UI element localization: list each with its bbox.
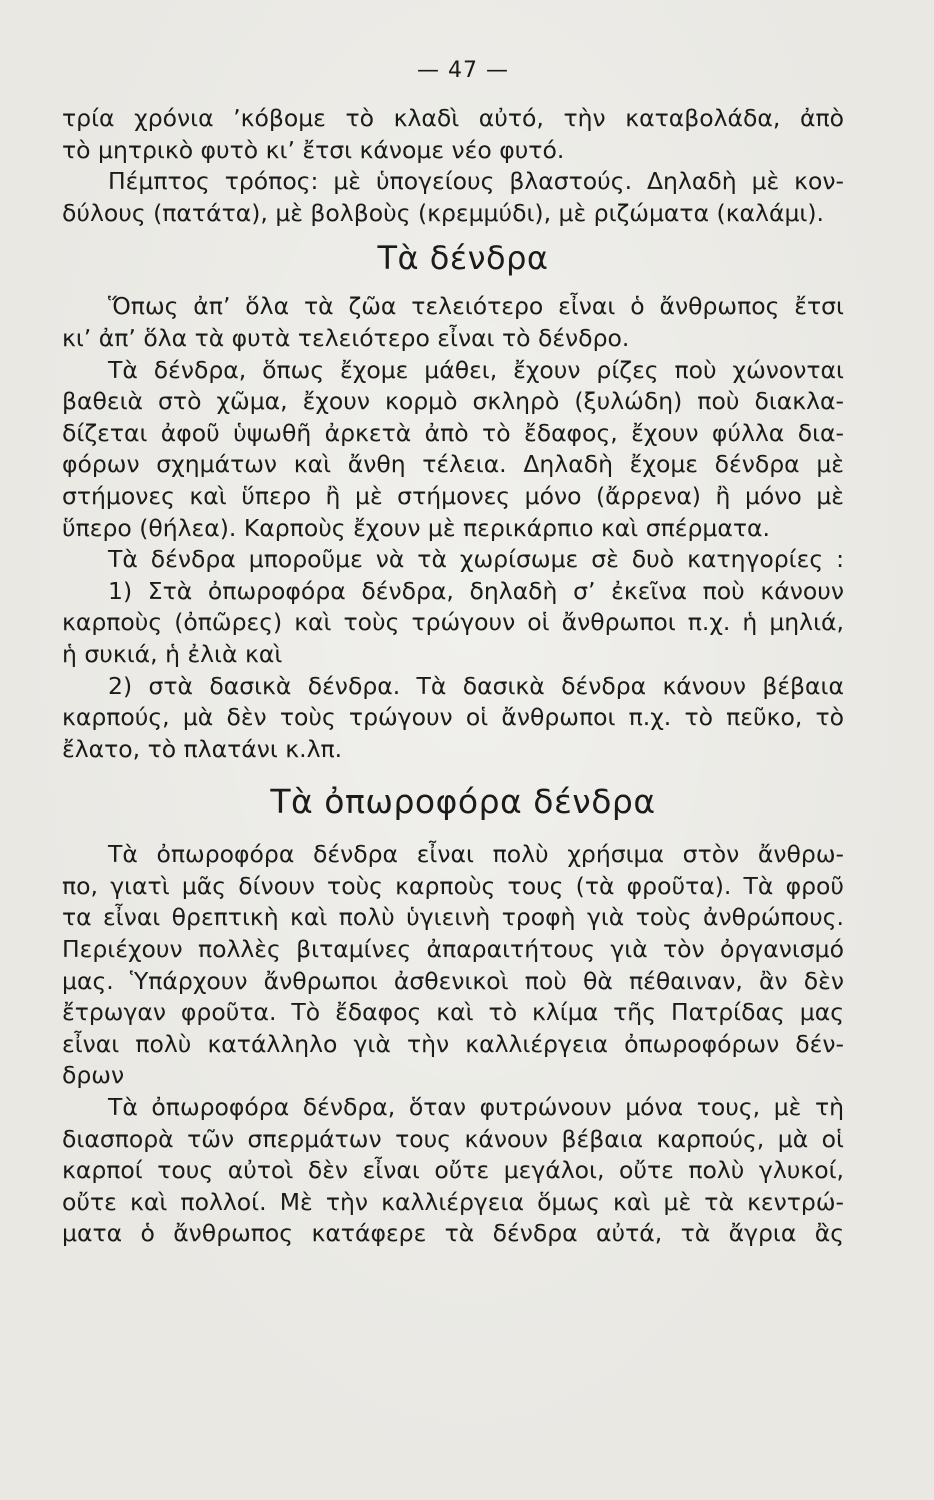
text-line: διασπορὰ τῶν σπερμάτων τους κάνουν βέβαια καρπούς, μὰ οἱ xyxy=(62,1124,844,1153)
text-line: Περιέχουν πολλὲς βιταμίνες ἀπαραιτήτους γιὰ τὸν ὀργανισμό xyxy=(62,935,844,964)
text-line: πο, γιατὶ μᾶς δίνουν τοὺς καρποὺς τους (τὰ φροῦτα). Τὰ φροῦ xyxy=(62,871,844,900)
text-line: ματα ὁ ἄνθρωπος κατάφερε τὰ δένδρα αὐτά, τὰ ἄγρια ἂς xyxy=(62,1219,844,1248)
text-line: καρποί τους αὐτοὶ δὲν εἶναι οὔτε μεγάλοι, οὔτε πολὺ γλυκοί, xyxy=(62,1156,844,1185)
text-line: κιʼ ἀπʼ ὅλα τὰ φυτὰ τελειότερο εἶναι τὸ δένδρο. xyxy=(62,323,630,352)
text-line: καρποὺς (ὀπῶρες) καὶ τοὺς τρώγουν οἱ ἄνθρωποι π.χ. ἡ μηλιά, xyxy=(62,608,844,637)
text-line: Τὰ ὀπωροφόρα δένδρα, ὅταν φυτρώνουν μόνα τους, μὲ τὴ xyxy=(108,1093,844,1122)
text-line: καρπούς, μὰ δὲν τοὺς τρώγουν οἱ ἄνθρωποι π.χ. τὸ πεῦκο, τὸ xyxy=(62,703,844,732)
text-line: μας. Ὑπάρχουν ἄνθρωποι ἀσθενικοὶ ποὺ θὰ πέθαιναν, ἂν δὲν xyxy=(62,966,844,995)
text-line: βαθειὰ στὸ χῶμα, ἔχουν κορμὸ σκληρὸ (ξυλώδη) ποὺ διακλα- xyxy=(62,387,844,416)
text-line: ἡ συκιά, ἡ ἐλιὰ καὶ xyxy=(62,639,283,668)
text-line: τὸ μητρικὸ φυτὸ κιʼ ἔτσι κάνομε νέο φυτό. xyxy=(62,135,565,164)
heading-trees: Τὰ δένδρα xyxy=(377,239,549,278)
page-number: — 47 — xyxy=(417,58,509,83)
text-line: δύλους (πατάτα), μὲ βολβοὺς (κρεμμύδι), μὲ ριζώματα (καλάμι). xyxy=(62,198,824,227)
text-line: Πέμπτος τρόπος: μὲ ὑπογείους βλαστούς. Δηλαδὴ μὲ κον- xyxy=(108,167,844,196)
text-line: ἔτρωγαν φροῦτα. Τὸ ἔδαφος καὶ τὸ κλίμα τῆς Πατρίδας μας xyxy=(62,998,844,1027)
text-line: Τὰ ὀπωροφόρα δένδρα εἶναι πολὺ χρήσιμα στὸν ἄνθρω- xyxy=(108,840,844,869)
heading-fruit-trees: Τὰ ὀπωροφόρα δένδρα xyxy=(270,782,656,822)
text-line: τα εἶναι θρεπτικὴ καὶ πολὺ ὑγιεινὴ τροφὴ γιὰ τοὺς ἀνθρώπους. xyxy=(62,903,844,932)
text-line: 2) στὰ δασικὰ δένδρα. Τὰ δασικὰ δένδρα κάνουν βέβαια xyxy=(108,671,844,700)
paragraph-propagation xyxy=(62,103,844,229)
text-line: στήμονες καὶ ὕπερο ἢ μὲ στήμονες μόνο (ἄρρενα) ἢ μόνο μὲ xyxy=(62,481,844,510)
text-line: Τὰ δένδρα μποροῦμε νὰ τὰ χωρίσωμε σὲ δυὸ κατηγορίες : xyxy=(108,545,844,574)
paragraph-trees xyxy=(62,291,844,765)
text-line: τρία χρόνια ʼκόβομε τὸ κλαδὶ αὐτό, τὴν καταβολάδα, ἀπὸ xyxy=(62,104,844,132)
paragraph-fruit-trees xyxy=(62,839,844,1250)
text-line: Τὰ δένδρα, ὅπως ἔχομε μάθει, ἔχουν ρίζες ποὺ χώνονται xyxy=(108,355,844,384)
text-line: δρων xyxy=(62,1061,125,1090)
text-line: ὕπερο (θήλεα). Καρποὺς ἔχουν μὲ περικάρπιο καὶ σπέρματα. xyxy=(62,513,770,542)
text-line: Ὅπως ἀπʼ ὅλα τὰ ζῶα τελειότερο εἶναι ὁ ἄνθρωπος ἔτσι xyxy=(108,292,844,321)
text-line: 1) Στὰ ὀπωροφόρα δένδρα, δηλαδὴ σʼ ἐκεῖνα ποὺ κάνουν xyxy=(108,576,844,605)
text-line: φόρων σχημάτων καὶ ἄνθη τέλεια. Δηλαδὴ ἔχομε δένδρα μὲ xyxy=(62,450,844,479)
text-line: δίζεται ἀφοῦ ὑψωθῆ ἀρκετὰ ἀπὸ τὸ ἔδαφος, ἔχουν φύλλα δια- xyxy=(62,418,844,447)
text-line: εἶναι πολὺ κατάλληλο γιὰ τὴν καλλιέργεια ὀπωροφόρων δέν- xyxy=(62,1029,844,1058)
text-line: οὔτε καὶ πολλοί. Μὲ τὴν καλλιέργεια ὅμως καὶ μὲ τὰ κεντρώ- xyxy=(62,1187,844,1216)
text-line: ἔλατο, τὸ πλατάνι κ.λπ. xyxy=(62,734,343,763)
